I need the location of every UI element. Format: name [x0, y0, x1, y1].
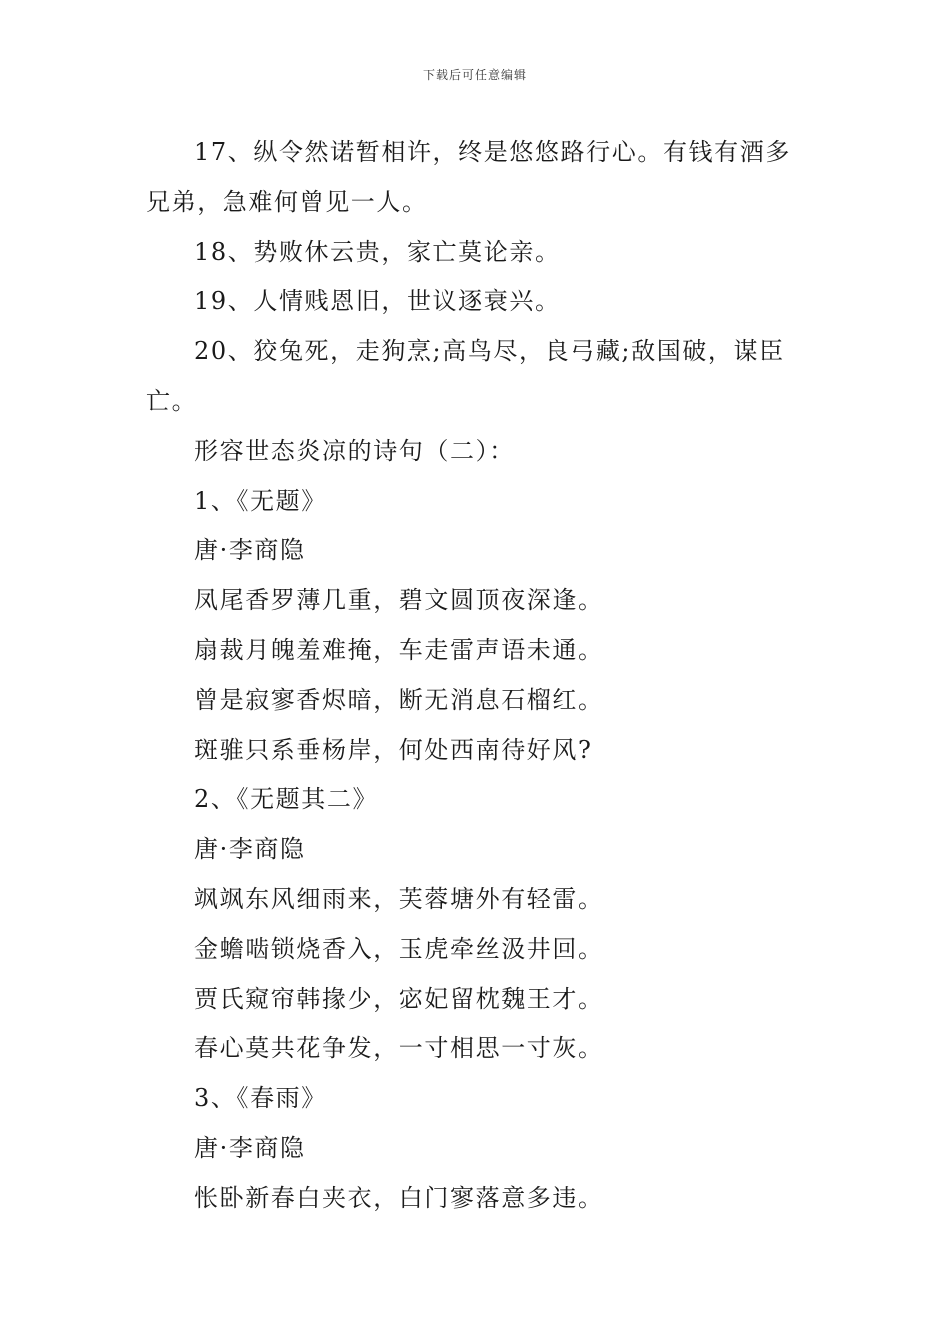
poem-line: 贾氏窥帘韩掾少，宓妃留枕魏王才。	[194, 984, 604, 1013]
poem-line: 飒飒东风细雨来，芙蓉塘外有轻雷。	[194, 884, 604, 913]
paragraph: 18、势败休云贵，家亡莫论亲。	[194, 237, 561, 266]
poem-author: 唐·李商隐	[194, 1133, 306, 1162]
page-header: 下载后可任意编辑	[422, 68, 527, 82]
poem-title: 1、《无题》	[194, 486, 327, 515]
document-body	[146, 128, 808, 1224]
poem-line: 斑骓只系垂杨岸，何处西南待好风?	[194, 735, 593, 764]
paragraph: 20、狡兔死，走狗烹;高鸟尽，良弓藏;敌国破，谋臣亡。	[146, 337, 785, 415]
poem-line: 凤尾香罗薄几重，碧文圆顶夜深逢。	[194, 586, 604, 615]
poem-author: 唐·李商隐	[194, 835, 306, 864]
paragraph: 17、纵令然诺暂相许，终是悠悠路行心。有钱有酒多兄弟，急难何曾见一人。	[146, 138, 791, 216]
poem-line: 曾是寂寥香烬暗，断无消息石榴红。	[194, 685, 604, 714]
section-heading: 形容世态炎凉的诗句（二）：	[194, 436, 515, 465]
poem-title: 3、《春雨》	[194, 1084, 327, 1113]
poem-line: 怅卧新春白夹衣，白门寥落意多违。	[194, 1183, 604, 1212]
poem-line: 金蟾啮锁烧香入，玉虎牵丝汲井回。	[194, 934, 604, 963]
poem-line: 扇裁月魄羞难掩，车走雷声语未通。	[194, 635, 604, 664]
poem-author: 唐·李商隐	[194, 536, 306, 565]
poem-title: 2、《无题其二》	[194, 785, 379, 814]
paragraph: 19、人情贱恩旧，世议逐衰兴。	[194, 287, 561, 316]
poem-line: 春心莫共花争发，一寸相思一寸灰。	[194, 1034, 604, 1063]
